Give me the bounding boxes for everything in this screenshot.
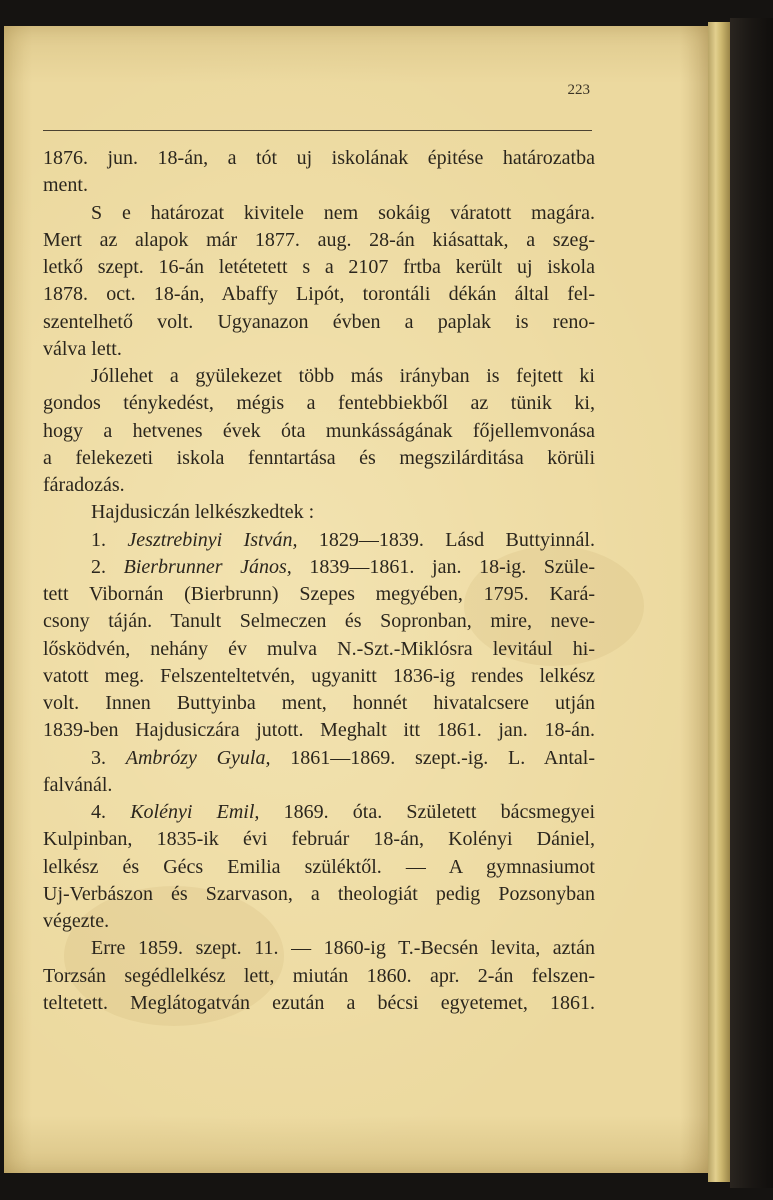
text-line: falvánál. [43, 773, 113, 796]
text-line: 1878. oct. 18-án, Abaffy Lipót, torontáli dékán által fel- [43, 283, 595, 306]
text-line: végezte. [43, 910, 110, 932]
text-line: Jóllehet a gyülekezet több más irányban is fejtett ki [91, 365, 595, 387]
header-rule [43, 130, 592, 131]
text-line: lelkész és Gécs Emilia szüléktől. — A gymnasiumot [43, 855, 595, 878]
text-line: Torzsán segédlelkész lett, miután 1860. apr. 2-án felszen- [43, 964, 595, 987]
text-line: gondos ténykedést, mégis a fentebbiekből az tünik ki, [43, 392, 595, 415]
text-line [43, 554, 595, 581]
text-line: Mert az alapok már 1877. aug. 28-án kiásattak, a szeg- [43, 228, 595, 251]
entry-number: 1. [91, 528, 128, 551]
page-number: 223 [567, 82, 590, 98]
entry-number: 2. [91, 555, 124, 578]
entry-details: 1839—1861. jan. 18-ig. Szüle- [291, 555, 595, 578]
entry-details: 1869. óta. Született bácsmegyei [259, 801, 596, 823]
text-line: a felekezeti iskola fenntartása és megszilárditása körüli [43, 446, 595, 469]
entry-details: 1861—1869. szept.-ig. L. Antal- [270, 746, 595, 769]
book-gutter [708, 22, 730, 1182]
text-line: tett Vibornán (Bierbrunn) Szepes megyében, 1795. Kará- [43, 583, 595, 605]
pastor-name: Ambrózy Gyula, [125, 746, 271, 769]
text-line: Kulpinban, 1835-ik évi február 18-án, Kolényi Dániel, [43, 828, 595, 851]
entry-number: 4. [91, 801, 131, 823]
text-line: teltetett. Meglátogatván ezután a bécsi egyetemet, 1861. [43, 991, 595, 1014]
text-line: válva lett. [43, 337, 122, 360]
text-line: 1876. jun. 18-án, a tót uj iskolának épitése határozatba [43, 147, 595, 169]
text-line: 1839-ben Hajdusiczára jutott. Meghalt itt 1861. jan. 18-án. [43, 719, 595, 742]
entry-number: 3. [91, 746, 126, 769]
text-line: ment. [43, 174, 88, 197]
pastor-name: Kolényi Emil, [130, 801, 260, 823]
text-line: Erre 1859. szept. 11. — 1860-ig T.-Becsén levita, aztán [91, 937, 595, 960]
text-line [43, 745, 595, 772]
pastor-name: Jesztrebinyi István, [127, 528, 298, 551]
entry-details: 1829—1839. Lásd Buttyinnál. [297, 528, 595, 551]
pastor-name: Bierbrunner János, [123, 555, 292, 578]
text-line [43, 799, 595, 826]
body-text [43, 145, 595, 1017]
text-line: szentelhető volt. Ugyanazon évben a paplak is reno- [43, 310, 595, 333]
text-line: Hajdusiczán lelkészkedtek : [91, 501, 315, 524]
text-line: hogy a hetvenes évek óta munkásságának főjellemvonása [43, 419, 595, 442]
text-line: letkő szept. 16-án letétetett s a 2107 frtba került uj iskola [43, 256, 595, 278]
text-line: volt. Innen Buttyinba ment, honnét hivatalcsere utján [43, 692, 595, 714]
text-line: fáradozás. [43, 474, 125, 496]
text-line [43, 527, 595, 554]
book-edge [730, 18, 773, 1188]
text-line: lősködvén, nehány év mulva N.-Szt.-Miklósra levitául hi- [43, 637, 595, 660]
text-line: csony táján. Tanult Selmeczen és Sopronban, mire, neve- [43, 610, 595, 633]
text-line: vatott meg. Felszenteltetvén, ugyanitt 1836-ig rendes lelkész [43, 664, 595, 687]
text-line: Uj-Verbászon és Szarvason, a theologiát pedig Pozsonyban [43, 882, 595, 905]
text-line: S e határozat kivitele nem sokáig váratott magára. [91, 201, 595, 224]
